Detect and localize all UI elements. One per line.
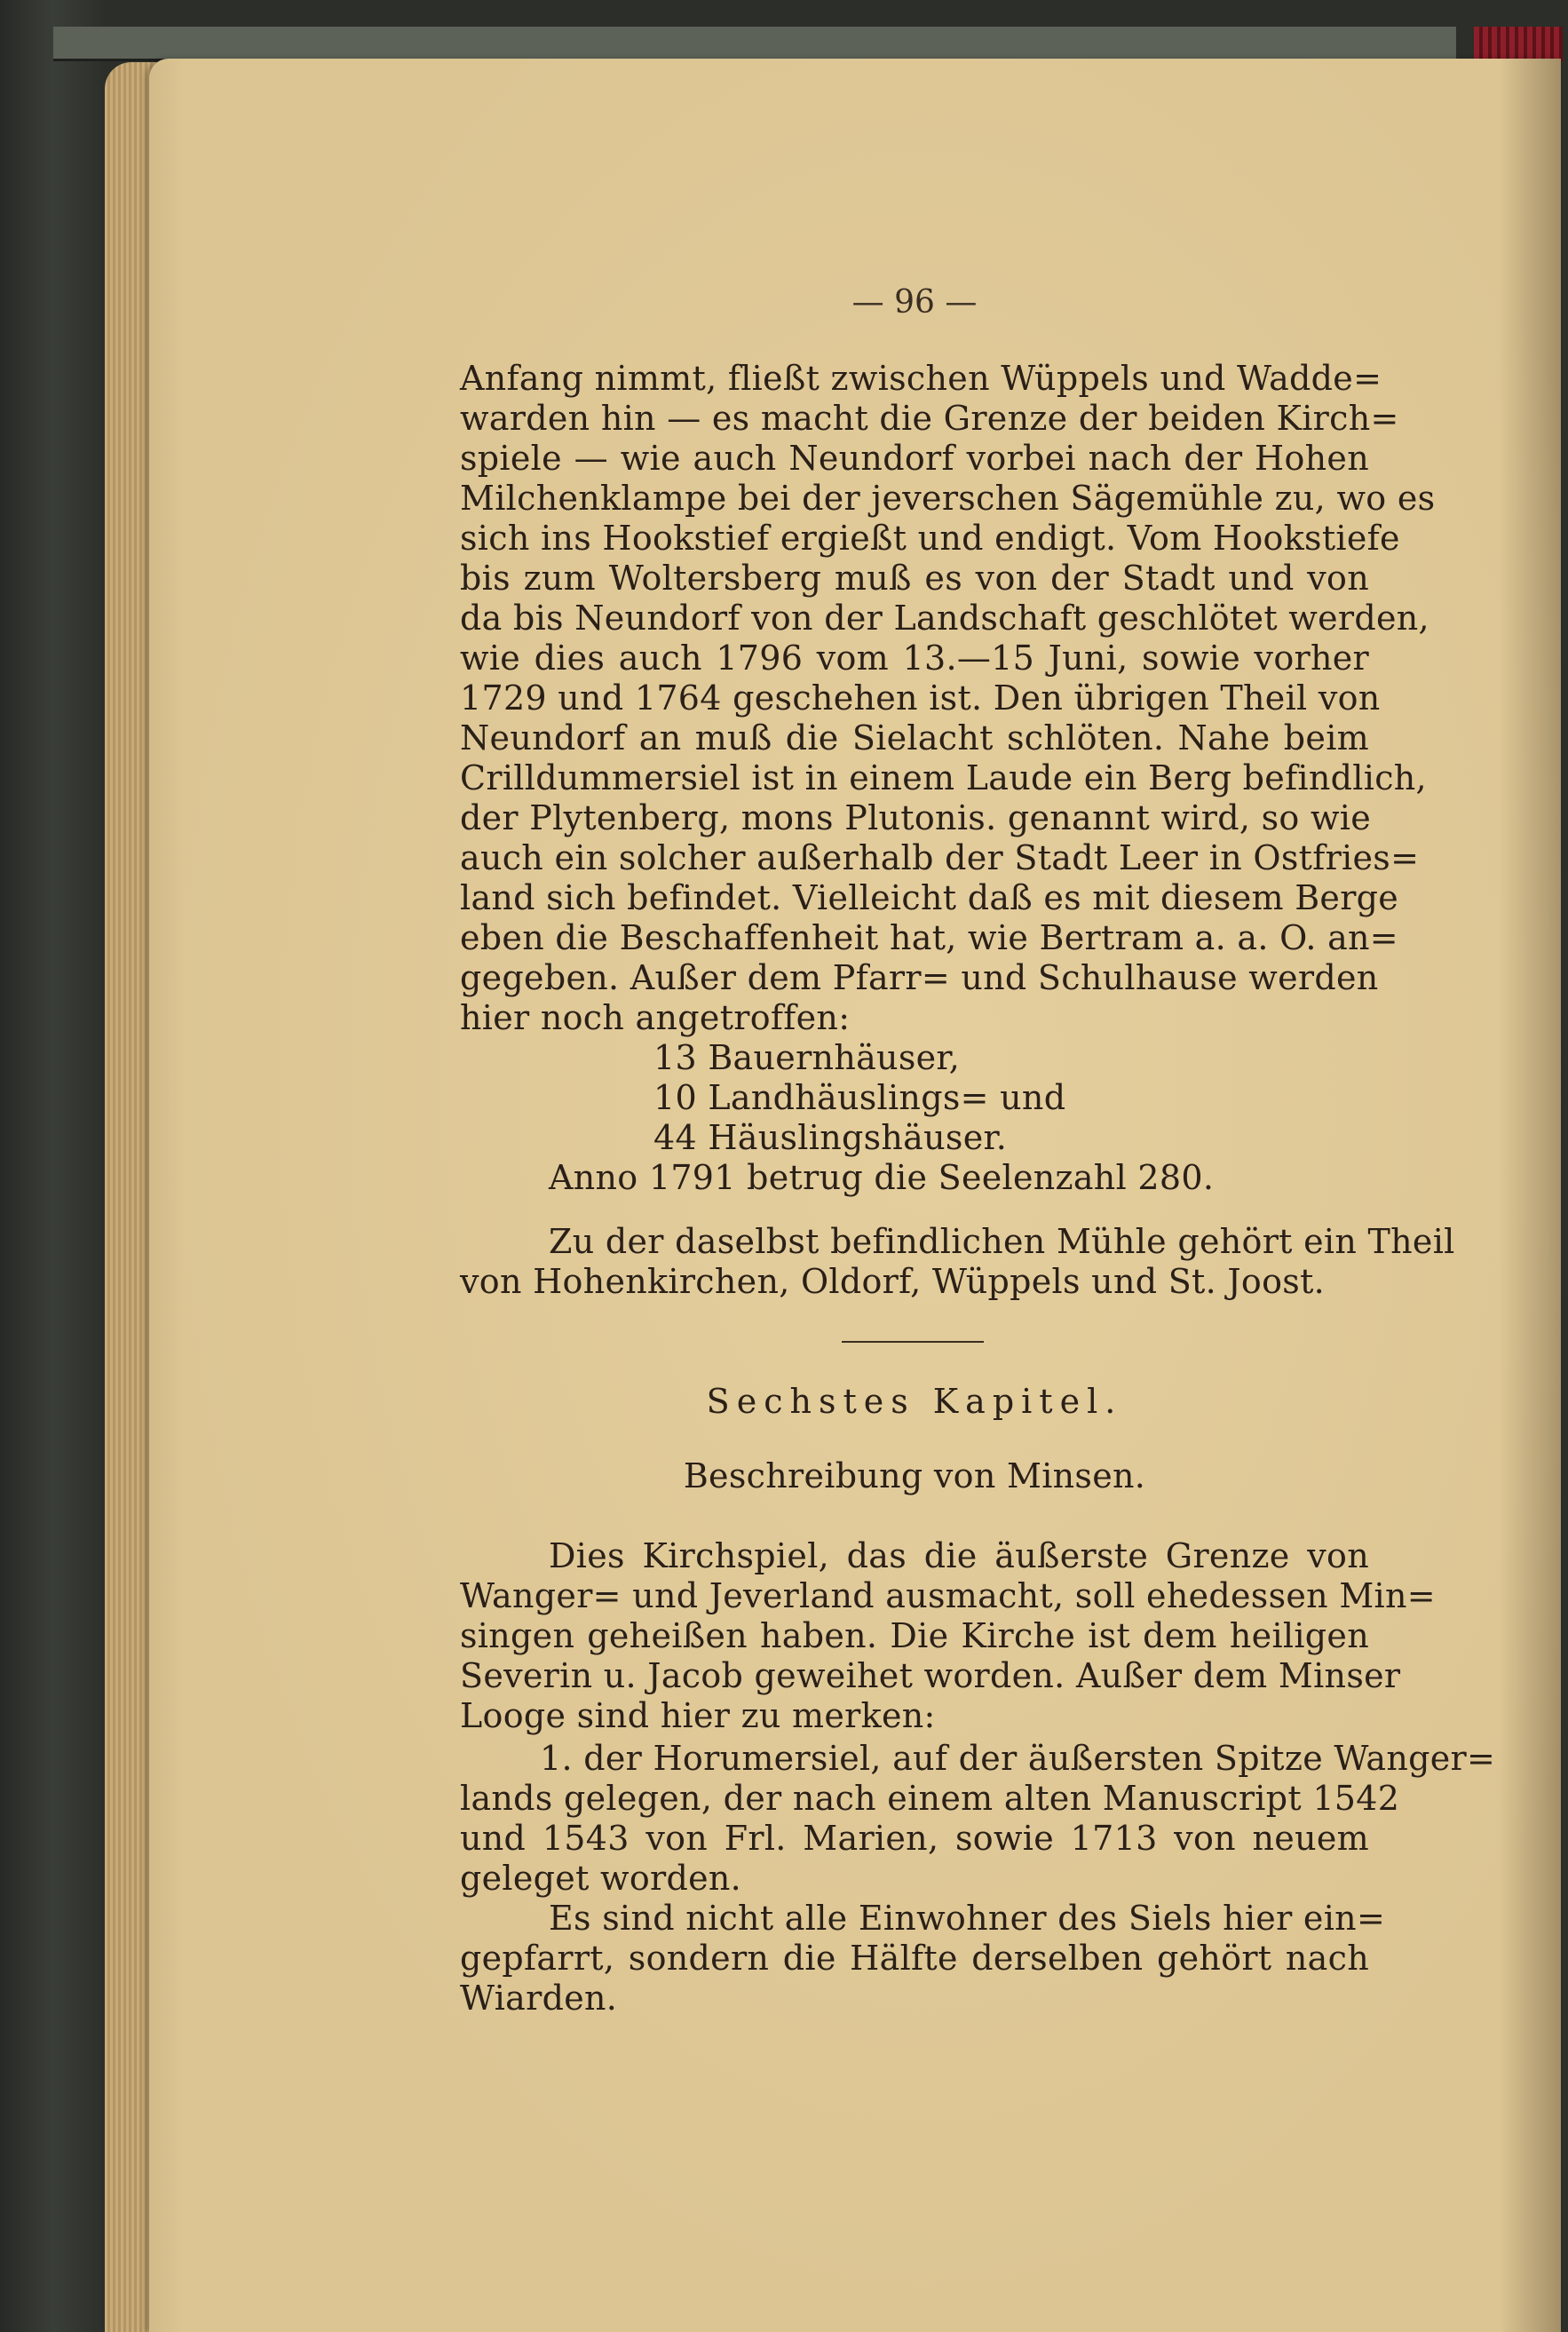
- text-line: sich ins Hookstief ergießt und endigt. Vom Hookstiefe: [460, 519, 1400, 558]
- text-line: warden hin — es macht die Grenze der beiden Kirch=: [460, 399, 1399, 438]
- list-item-line: 1. der Horumersiel, auf der äußersten Spitze Wanger=: [540, 1739, 1496, 1778]
- text-line: bis zum Woltersberg muß es von der Stadt und von: [460, 559, 1369, 598]
- text-line: gepfarrt, sondern die Hälfte derselben gehört nach: [460, 1939, 1369, 1978]
- text-line: Wanger= und Jeverland ausmacht, soll ehedessen Min=: [460, 1576, 1436, 1615]
- bookmark-ribbon: [1474, 27, 1563, 62]
- section-divider: [842, 1341, 984, 1343]
- text-line: Severin u. Jacob geweihet worden. Außer dem Minser: [460, 1656, 1401, 1695]
- text-line: der Plytenberg, mons Plutonis. genannt wird, so wie: [460, 798, 1372, 837]
- list-item-line: und 1543 von Frl. Marien, sowie 1713 von neuem: [460, 1819, 1369, 1858]
- list-item-line: geleget worden.: [460, 1859, 742, 1898]
- text-line: Milchenklampe bei der jeverschen Sägemühle zu, wo es: [460, 479, 1436, 518]
- text-line: spiele — wie auch Neundorf vorbei nach der Hohen: [460, 439, 1369, 478]
- list-item-line: lands gelegen, der nach einem alten Manuscript 1542: [460, 1779, 1400, 1818]
- text-line: eben die Beschaffenheit hat, wie Bertram a. a. O. an=: [460, 918, 1398, 957]
- text-line: gegeben. Außer dem Pfarr= und Schulhause werden: [460, 958, 1379, 997]
- page-number: — 96 —: [851, 284, 978, 321]
- text-line: singen geheißen haben. Die Kirche ist dem heiligen: [460, 1616, 1369, 1655]
- text-line: auch ein solcher außerhalb der Stadt Leer in Ostfries=: [460, 838, 1420, 877]
- chapter-title: Sechstes Kapitel.: [706, 1382, 1123, 1421]
- house-count-line: 13 Bauernhäuser,: [653, 1038, 961, 1077]
- text-line: Wiarden.: [460, 1979, 618, 2018]
- text-line: Zu der daselbst befindlichen Mühle gehört ein Theil: [549, 1222, 1455, 1261]
- text-line: von Hohenkirchen, Oldorf, Wüppels und St. Joost.: [460, 1262, 1326, 1301]
- text-line: da bis Neundorf von der Landschaft geschlötet werden,: [460, 599, 1429, 638]
- population-line: Anno 1791 betrug die Seelenzahl 280.: [549, 1158, 1215, 1197]
- text-line: Neundorf an muß die Sielacht schlöten. Nahe beim: [460, 718, 1369, 758]
- text-line: hier noch angetroffen:: [460, 998, 851, 1037]
- text-line: Looge sind hier zu merken:: [460, 1696, 936, 1735]
- book-cover-edge: [53, 27, 1456, 61]
- text-line: 1729 und 1764 geschehen ist. Den übrigen Theil von: [460, 678, 1381, 718]
- text-line: land sich befindet. Vielleicht daß es mit diesem Berge: [460, 878, 1399, 917]
- house-count-line: 44 Häuslingshäuser.: [653, 1118, 1008, 1157]
- text-line: wie dies auch 1796 vom 13.—15 Juni, sowie vorher: [460, 639, 1369, 678]
- text-line: Anfang nimmt, fließt zwischen Wüppels und Wadde=: [460, 359, 1382, 398]
- chapter-subtitle: Beschreibung von Minsen.: [683, 1456, 1146, 1495]
- house-count-line: 10 Landhäuslings= und: [653, 1078, 1066, 1117]
- text-line: Dies Kirchspiel, das die äußerste Grenze von: [549, 1536, 1369, 1575]
- text-line: Crilldummersiel ist in einem Laude ein Berg befindlich,: [460, 758, 1427, 797]
- text-line: Es sind nicht alle Einwohner des Siels hier ein=: [549, 1899, 1386, 1938]
